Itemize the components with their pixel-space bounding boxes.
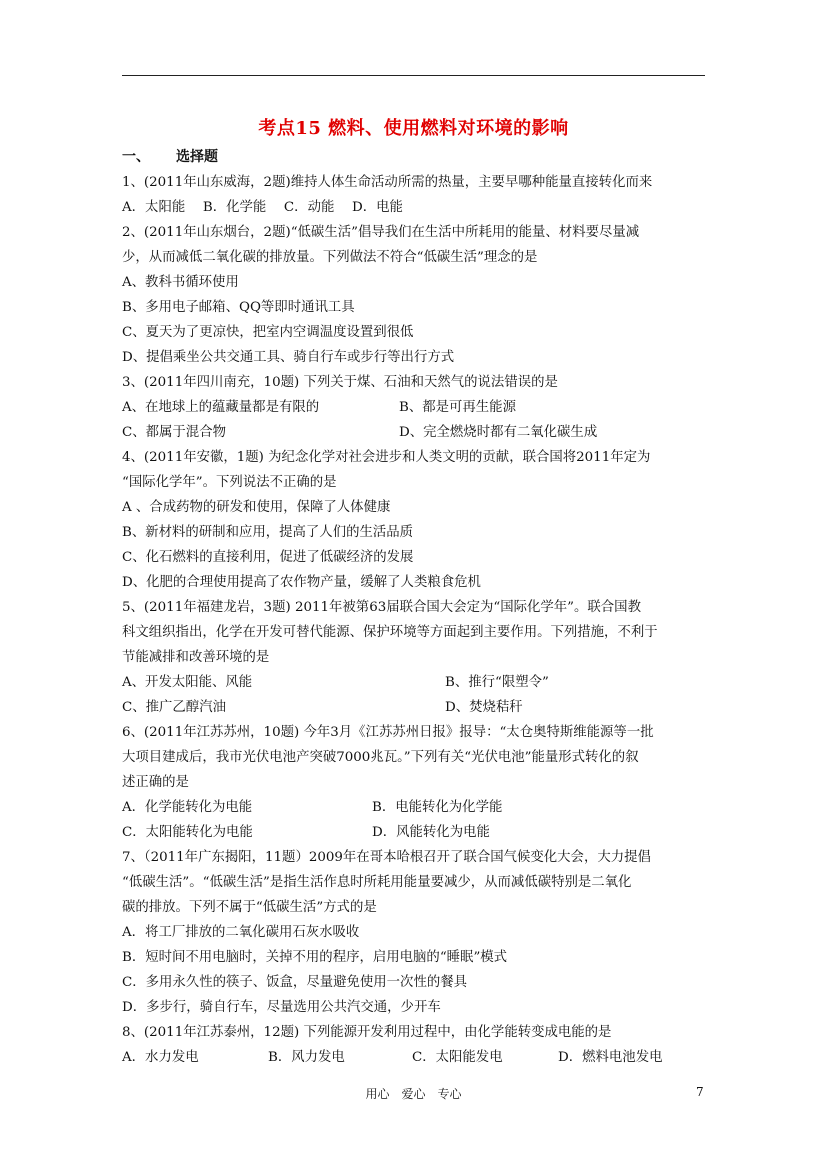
line-text: A．将工厂排放的二氧化碳用石灰水吸收 (122, 925, 360, 940)
text-line (122, 470, 712, 495)
option-text: C、都属于混合物 (122, 425, 226, 440)
line-text: C、化石燃料的直接利用，促进了低碳经济的发展 (122, 550, 414, 565)
option-text: B、推行“限塑令” (445, 675, 549, 690)
section-label: 选择题 (176, 149, 218, 165)
line-text: D、提倡乘坐公共交通工具、骑自行车或步行等出行方式 (122, 350, 455, 365)
text-line (122, 595, 712, 620)
question-list (122, 170, 712, 1070)
option-text: D、完全燃烧时都有二氧化碳生成 (399, 425, 598, 440)
line-text: 2、(2011年山东烟台，2题)“低碳生活”倡导我们在生活中所耗用的能量、材料要尽量减 (122, 225, 640, 240)
line-text: 述正确的是 (122, 775, 189, 790)
text-line (122, 995, 712, 1020)
line-text: 少，从而减低二氧化碳的排放量。下列做法不符合“低碳生活”理念的是 (122, 250, 538, 265)
text-line (122, 670, 712, 695)
page-number: 7 (696, 1085, 704, 1099)
text-line (122, 345, 712, 370)
text-line (122, 545, 712, 570)
line-text: A 、合成药物的研发和使用，保障了人体健康 (122, 500, 391, 515)
text-line (122, 970, 712, 995)
text-line (122, 445, 712, 470)
text-line (122, 920, 712, 945)
text-line (122, 420, 712, 445)
text-line (122, 620, 712, 645)
line-text: B、新材料的研制和应用，提高了人们的生活品质 (122, 525, 414, 540)
footer-slogan: 用心 爱心 专心 (365, 1087, 462, 1101)
option-text: B、都是可再生能源 (399, 400, 516, 415)
option-text: A、在地球上的蕴藏量都是有限的 (122, 400, 320, 415)
text-line (122, 945, 712, 970)
text-line (122, 745, 712, 770)
section-number: 一、 (122, 149, 150, 165)
option-text: D、焚烧秸秆 (445, 700, 523, 715)
line-text: 5、(2011年福建龙岩，3题) 2011年被第63届联合国大会定为“国际化学年”。联合国教 (122, 600, 641, 615)
line-text: C、夏天为了更凉快，把室内空调温度设置到很低 (122, 325, 414, 340)
line-text: 科文组织指出，化学在开发可替代能源、保护环境等方面起到主要作用。下列措施，不利于 (122, 625, 658, 640)
line-text: C．多用永久性的筷子、饭盒，尽量避免使用一次性的餐具 (122, 975, 468, 990)
text-line (122, 320, 712, 345)
line-text: 大项目建成后，我市光伏电池产突破7000兆瓦。”下列有关“光伏电池”能量形式转化的叙 (122, 750, 639, 765)
text-line (122, 645, 712, 670)
line-text: “低碳生活”。“低碳生活”是指生活作息时所耗用能量要减少，从而减低碳特别是二氧化 (122, 875, 632, 890)
line-text: 节能减排和改善环境的是 (122, 650, 270, 665)
line-text: A．太阳能 B．化学能 C．动能 D．电能 (122, 200, 403, 215)
option-text: A．化学能转化为电能 (122, 800, 253, 815)
text-line (122, 520, 712, 545)
option-text: A、开发太阳能、风能 (122, 675, 253, 690)
text-line (122, 1045, 712, 1070)
line-text: A、教科书循环使用 (122, 275, 239, 290)
option-text: D．燃料电池发电 (558, 1050, 663, 1065)
line-text: 3、(2011年四川南充，10题) 下列关于煤、石油和天然气的说法错误的是 (122, 375, 558, 390)
text-line (122, 820, 712, 845)
line-text: B、多用电子邮箱、QQ等即时通讯工具 (122, 300, 355, 315)
option-text: B．风力发电 (268, 1050, 345, 1065)
line-text: 1、(2011年山东威海，2题)维持人体生命活动所需的热量，主要早哪种能量直接转化而来 (122, 175, 653, 190)
text-line (122, 695, 712, 720)
line-text: 7、（2011年广东揭阳，11题）2009年在哥本哈根召开了联合国气候变化大会，大力提倡 (122, 850, 651, 865)
line-text: D．多步行，骑自行车，尽量选用公共汽交通，少开车 (122, 1000, 441, 1015)
text-line (122, 495, 712, 520)
text-line (122, 245, 712, 270)
line-text: D、化肥的合理使用提高了农作物产量，缓解了人类粮食危机 (122, 575, 481, 590)
text-line (122, 870, 712, 895)
option-text: C．太阳能发电 (412, 1050, 503, 1065)
text-line (122, 170, 712, 195)
option-text: B．电能转化为化学能 (372, 800, 503, 815)
option-text: C．太阳能转化为电能 (122, 825, 253, 840)
text-line (122, 720, 712, 745)
text-line (122, 570, 712, 595)
text-line (122, 270, 712, 295)
page-title: 考点15 燃料、使用燃料对环境的影响 (258, 118, 569, 139)
line-text: B．短时间不用电脑时，关掉不用的程序，启用电脑的“睡眠”模式 (122, 950, 508, 965)
option-text: A．水力发电 (122, 1050, 199, 1065)
text-line (122, 845, 712, 870)
line-text: “国际化学年”。下列说法不正确的是 (122, 475, 337, 490)
section-heading (122, 146, 218, 166)
line-text: 8、(2011年江苏泰州，12题) 下列能源开发利用过程中，由化学能转变成电能的是 (122, 1025, 612, 1040)
text-line (122, 195, 712, 220)
text-line (122, 795, 712, 820)
text-line (122, 395, 712, 420)
line-text: 碳的排放。下列不属于“低碳生活”方式的是 (122, 900, 377, 915)
header-rule (122, 75, 705, 76)
option-text: D．风能转化为电能 (372, 825, 490, 840)
text-line (122, 895, 712, 920)
text-line (122, 1020, 712, 1045)
option-text: C、推广乙醇汽油 (122, 700, 226, 715)
line-text: 4、(2011年安徽，1题) 为纪念化学对社会进步和人类文明的贡献，联合国将2011年定为 (122, 450, 651, 465)
text-line (122, 295, 712, 320)
line-text: 6、(2011年江苏苏州，10题) 今年3月《江苏苏州日报》报导：“太仓奥特斯维能源等一批 (122, 725, 654, 740)
text-line (122, 770, 712, 795)
text-line (122, 220, 712, 245)
text-line (122, 370, 712, 395)
